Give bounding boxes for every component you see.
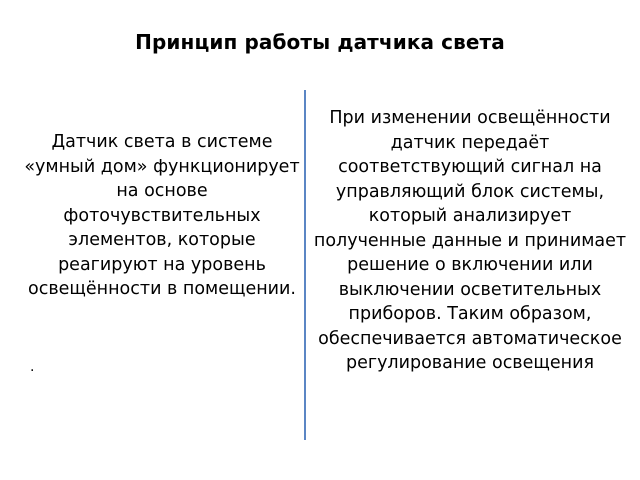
- right-text-block: При изменении освещённости датчик передаёт соответствующий сигнал на управляющий блок системы, который анализирует полученные данные и принимает решение о включении или выключении осветительных приборов. Таким образом, обеспечивается автоматическое регулирование освещения: [313, 108, 627, 373]
- left-text-block: Датчик света в системе «умный дом» функционирует на основе фоточувствительных элементов, которые реагируют на уровень освещённости в помещении.: [24, 132, 300, 299]
- left-marker: .: [30, 359, 35, 375]
- column-divider: [304, 90, 306, 440]
- slide-title: Принцип работы датчика света: [135, 30, 505, 54]
